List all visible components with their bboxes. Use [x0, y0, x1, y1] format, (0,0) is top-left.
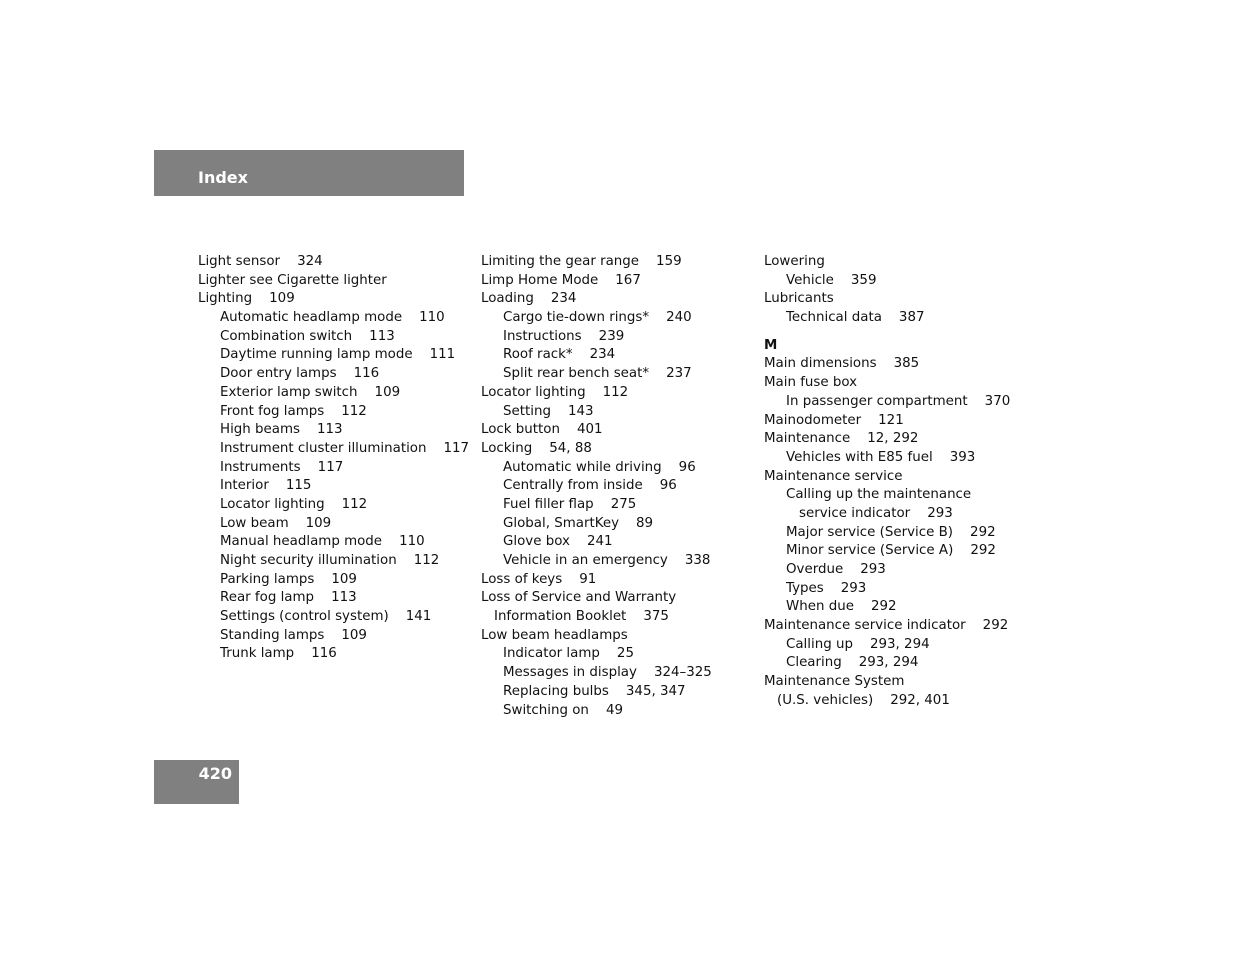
index-entry: Lighter see Cigarette lighter — [198, 272, 387, 288]
index-subentry: Manual headlamp mode 110 — [220, 534, 425, 550]
index-subentry: Automatic headlamp mode 110 — [220, 310, 445, 326]
index-subentry: Door entry lamps 116 — [220, 366, 380, 382]
index-subentry: Overdue 293 — [786, 562, 886, 577]
index-letter-heading: M — [764, 337, 778, 353]
index-entry: Lubricants — [764, 291, 834, 307]
index-subentry: Messages in display 324–325 — [503, 665, 712, 681]
index-subentry: Vehicles with E85 fuel 393 — [786, 449, 976, 465]
index-subentry: Split rear bench seat* 237 — [503, 366, 692, 382]
index-column-3 — [764, 253, 1039, 711]
index-subentry: Locator lighting 112 — [220, 496, 368, 512]
index-entry: Light sensor 324 — [198, 254, 323, 269]
index-subentry: Information Booklet 375 — [494, 609, 669, 625]
index-subentry: Low beam 109 — [220, 515, 332, 531]
index-subentry: Instruments 117 — [220, 459, 344, 475]
index-subentry: Front fog lamps 112 — [220, 403, 367, 419]
index-entry: Maintenance service indicator 292 — [764, 618, 1009, 634]
index-subentry: Centrally from inside 96 — [503, 478, 677, 494]
index-entry: Maintenance service — [764, 468, 903, 484]
index-subentry: Calling up the maintenance — [786, 487, 972, 503]
index-subentry: Fuel filler flap 275 — [503, 496, 637, 512]
index-entry: Mainodometer 121 — [764, 412, 904, 428]
index-subentry: Night security illumination 112 — [220, 553, 440, 568]
index-subentry: High beams 113 — [220, 422, 343, 438]
index-subentry: Parking lamps 109 — [220, 571, 357, 587]
index-subentry: service indicator 293 — [799, 505, 953, 521]
index-subentry: Glove box 241 — [503, 534, 613, 550]
page-number-tab — [154, 760, 239, 804]
index-subentry: Settings (control system) 141 — [220, 609, 432, 625]
index-subentry: Instrument cluster illumination 117 — [220, 440, 470, 456]
index-subentry: Replacing bulbs 345, 347 — [503, 683, 686, 699]
index-entry: Loss of Service and Warranty — [481, 590, 677, 606]
index-subentry: Indicator lamp 25 — [503, 646, 634, 662]
index-entry: Loss of keys 91 — [481, 571, 597, 587]
index-subentry: Calling up 293, 294 — [786, 636, 930, 652]
index-subentry: Global, SmartKey 89 — [503, 515, 654, 531]
index-subentry: Vehicle in an emergency 338 — [503, 553, 711, 568]
index-subentry: Technical data 387 — [786, 310, 925, 326]
index-subentry: Trunk lamp 116 — [220, 646, 337, 662]
index-entry: Loading 234 — [481, 291, 577, 307]
index-subentry: Exterior lamp switch 109 — [220, 384, 401, 400]
index-subentry: Standing lamps 109 — [220, 627, 367, 643]
index-column-2 — [481, 253, 756, 720]
index-subentry: Clearing 293, 294 — [786, 655, 919, 671]
index-subentry: In passenger compartment 370 — [786, 393, 1011, 409]
index-entry: Lowering — [764, 254, 825, 269]
index-subentry: When due 292 — [786, 599, 897, 615]
index-subentry: Combination switch 113 — [220, 328, 395, 344]
index-subentry: Roof rack* 234 — [503, 347, 616, 363]
page-number: 420 — [198, 764, 232, 783]
index-column-1 — [198, 253, 473, 664]
index-entry: Maintenance 12, 292 — [764, 431, 919, 447]
index-entry: Low beam headlamps — [481, 627, 628, 643]
index-subentry: Cargo tie-down rings* 240 — [503, 310, 692, 326]
index-subentry: Automatic while driving 96 — [503, 459, 696, 475]
index-subentry: (U.S. vehicles) 292, 401 — [777, 692, 950, 708]
index-entry: Maintenance System — [764, 674, 905, 690]
index-entry: Main fuse box — [764, 375, 858, 391]
section-title: Index — [198, 168, 248, 187]
index-entry: Locator lighting 112 — [481, 384, 629, 400]
index-entry: Lighting 109 — [198, 291, 295, 307]
index-entry: Limiting the gear range 159 — [481, 254, 682, 269]
index-subentry: Daytime running lamp mode 111 — [220, 347, 456, 363]
index-subentry: Major service (Service B) 292 — [786, 524, 996, 540]
index-subentry: Setting 143 — [503, 403, 594, 419]
index-entry: Locking 54, 88 — [481, 440, 592, 456]
index-subentry: Interior 115 — [220, 478, 312, 494]
index-entry: Limp Home Mode 167 — [481, 272, 641, 288]
index-entry: Lock button 401 — [481, 422, 603, 438]
index-subentry: Rear fog lamp 113 — [220, 590, 357, 606]
index-subentry: Minor service (Service A) 292 — [786, 543, 996, 559]
index-subentry: Instructions 239 — [503, 328, 625, 344]
index-subentry: Switching on 49 — [503, 702, 623, 718]
index-subentry: Vehicle 359 — [786, 272, 877, 288]
section-header-tab — [154, 150, 464, 196]
index-subentry: Types 293 — [786, 580, 867, 596]
index-entry: Main dimensions 385 — [764, 356, 920, 372]
